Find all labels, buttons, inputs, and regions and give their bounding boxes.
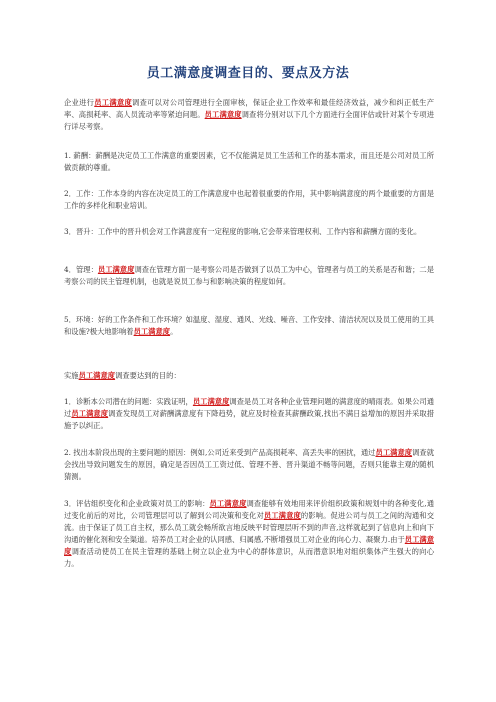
- keyword-highlight: 员工满意度: [97, 265, 135, 274]
- document-title: 员工满意度调查目的、要点及方法: [146, 66, 350, 81]
- purpose-heading: 实施员工满意度调查要达到的目的：: [64, 371, 181, 380]
- keyword-highlight: 员工满意度: [209, 499, 247, 508]
- purpose-3: 3．评估组织变化和企业政策对员工的影响：员工满意度调查能够有效地用来评价组织政策和规划中的各种变化,通过变化前后的对比，公司管理层可以了解到公司决策和变化对员工满意度的影响。促进公司与员工之间的沟通和交流。由于保证了员工自主权，那么员工就会畅所欲言地反映平时管理层听不到的声音,这样就起到了信息向上和向下沟通的催化剂和安全渠道。培养员工对企业的认同感、归属感,不断增强员工对企业的向心力、凝聚力.由于员工满意度调查活动使员工在民主管理的基础上树立以企业为中心的群体意识，从而潜意识地对组织集体产生强大的向心力。: [64, 499, 435, 568]
- intro-paragraph: 企业进行员工满意度调查可以对公司管理进行全面审核，保证企业工作效率和最佳经济效益，减少和纠正低生产率、高损耗率、高人员流动率等紧迫问题。员工满意度调查将分别对以下几个方面进行全面评估或针对某个专项进行详尽考察。: [64, 98, 435, 131]
- purpose-2: 2. 找出本阶段出现的主要问题的原因：例如,公司近来受到产品高损耗率、高丢失率的困扰，通过员工满意度调查就会找出导致问题发生的原因，确定是否因员工工资过低、管理不善、晋升渠道不畅等问题，否则只能靠主观的随机猜测。: [64, 448, 435, 481]
- keyword-highlight: 员工满意度: [71, 409, 109, 418]
- keyword-highlight: 员工满意度: [192, 397, 230, 406]
- keyword-highlight: 员工满意度: [375, 448, 413, 457]
- keyword-highlight: 员工满意度: [133, 327, 171, 336]
- purpose-1: 1．诊断本公司潜在的问题：实践证明，员工满意度调查是员工对各种企业管理问题的满意度的晴雨表。如果公司通过员工满意度调查发现员工对薪酬满意度有下降趋势，就应及时检查其薪酬政策,找出不满日益增加的原因并采取措施予以纠正。: [64, 397, 435, 430]
- point-management: 4．管理：员工满意度调查在管理方面一是考察公司是否做到了以员工为中心，管理者与员工的关系是否和谐；二是考察公司的民主管理机制，也就是说员工参与和影响决策的程度如何。: [64, 265, 435, 286]
- keyword-highlight: 员工满意度: [204, 110, 242, 119]
- point-environment: 5．环境：好的工作条件和工作环境？如温度、湿度、通风、光线、噪音、工作安排、清洁状况以及员工使用的工具和设施?极大地影响着员工满意度。: [64, 315, 434, 336]
- point-salary: 1. 薪酬：薪酬是决定员工工作满意的重要因素，它不仅能满足员工生活和工作的基本需求，而且还是公司对员工所做贡献的尊重。: [64, 151, 434, 172]
- keyword-highlight: 员工满意度: [64, 535, 434, 556]
- keyword-highlight: 员工满意度: [263, 511, 301, 520]
- keyword-highlight: 员工满意度: [94, 98, 133, 107]
- point-promotion: 3．晋升：工作中的晋升机会对工作满意度有一定程度的影响,它会带来管理权利、工作内容和薪酬方面的变化。: [64, 227, 422, 236]
- keyword-highlight: 员工满意度: [78, 371, 116, 380]
- point-work: 2．工作：工作本身的内容在决定员工的工作满意度中也起着很重要的作用，其中影响满意度的两个最重要的方面是工作的多样化和职业培训。: [64, 189, 434, 210]
